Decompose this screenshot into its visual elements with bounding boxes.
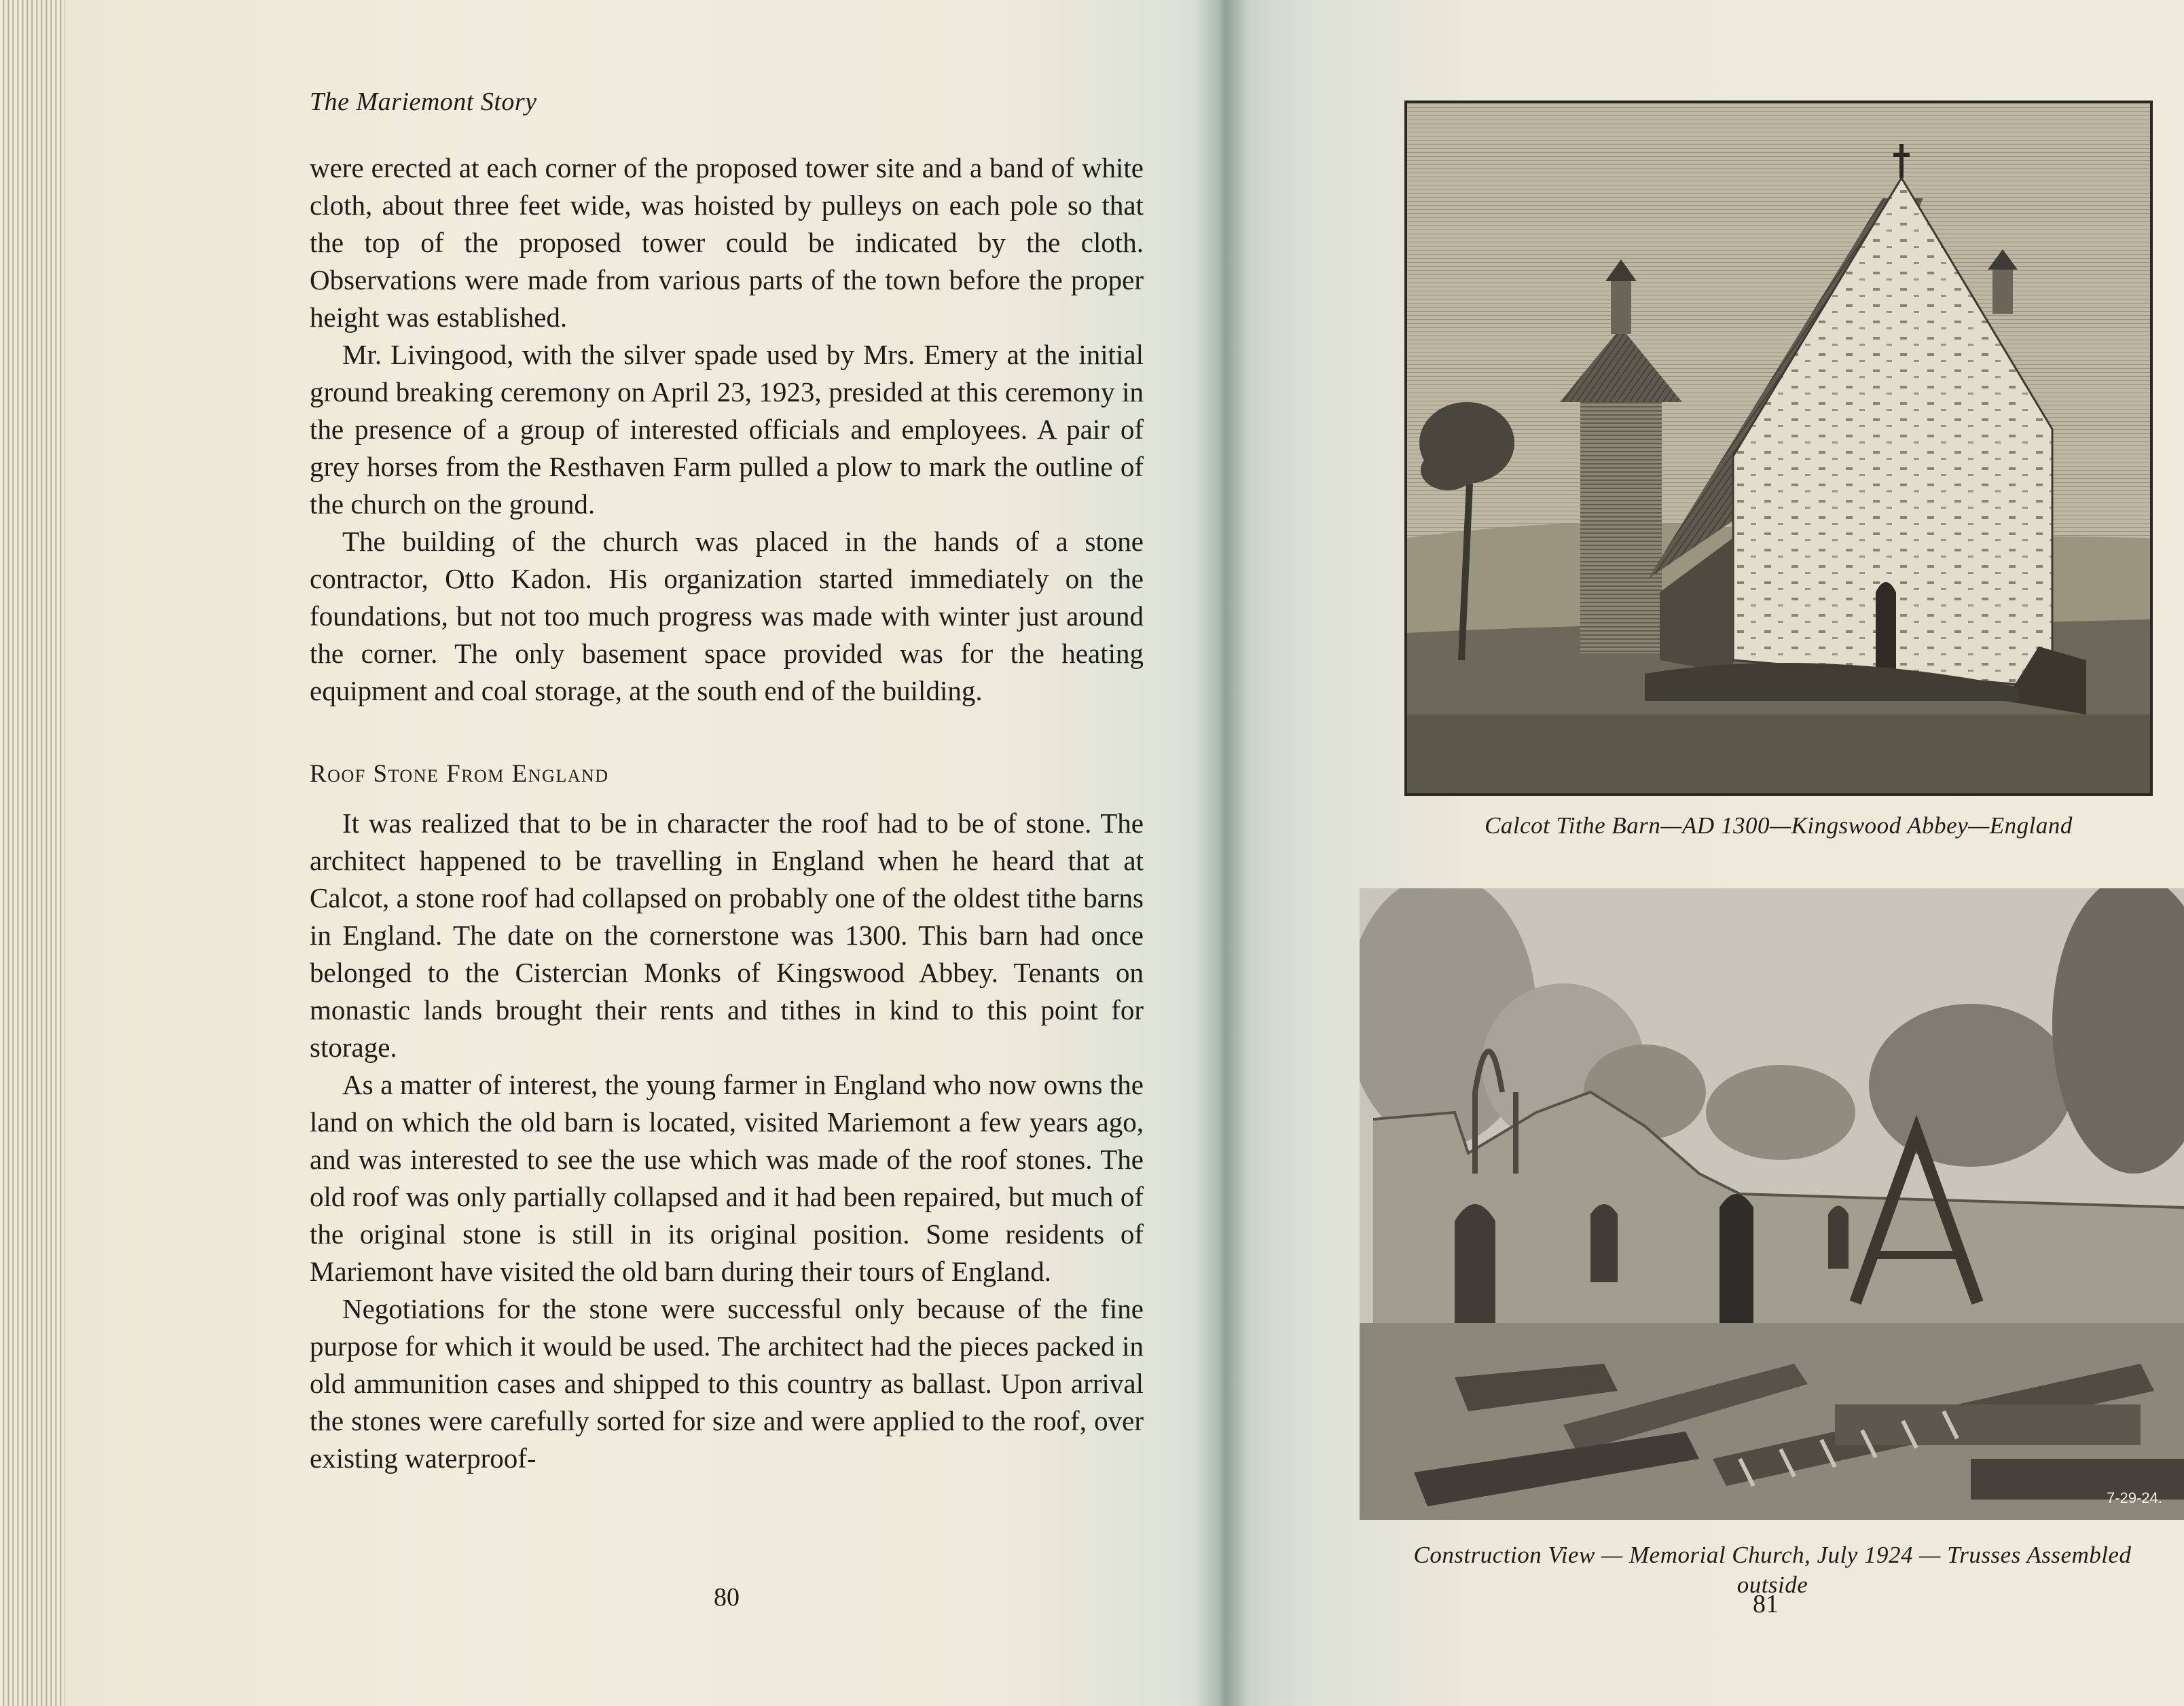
paragraph: Negotiations for the stone were successful only because of the fine purpose for which it would be used. The architect had the pieces packed in old ammunition cases and shipped to this country as ballast. Upon arrival the stones were carefully sorted for size and were applied to the roof, over existing waterproof- xyxy=(310,1293,1144,1474)
page-edges xyxy=(0,0,65,1706)
paragraph: Mr. Livingood, with the silver spade used by Mrs. Emery at the initial ground breaking ceremony on April 23, 1923, presided at this ceremony in the presence of a group of interested officials and employees. A pair of grey horses from the Resthaven Farm pulled a plow to mark the outline of the church on the ground. xyxy=(310,339,1144,520)
running-head: The Mariemont Story xyxy=(310,88,537,116)
book-gutter xyxy=(1195,0,1250,1706)
photo-date-stamp: 7-29-24. xyxy=(2107,1489,2162,1506)
page-number-left: 80 xyxy=(714,1583,740,1612)
construction-photo xyxy=(1360,888,2184,1520)
paragraph: As a matter of interest, the young farmer in England who now owns the land on which the old barn is located, visited Mariemont a few years ago, and was interested to see the use which was made of the roof stones. The old roof was only partially collapsed and it had been repaired, but much of the original stone is still in its original position. Some residents of Mariemont have visited the old barn during their tours of England. xyxy=(310,1069,1144,1287)
page-number-right: 81 xyxy=(1753,1590,1779,1618)
paragraph: It was realized that to be in character the roof had to be of stone. The architect happened to be travelling in England when he heard that at Calcot, a stone roof had collapsed on probably one of the oldest tithe barns in England. The date on the cornerstone was 1300. This barn had once belonged to the Cistercian Monks of Kingswood Abbey. Tenants on monastic lands brought their rents and tithes in kind to this point for storage. xyxy=(310,807,1144,1063)
figure-caption: Calcot Tithe Barn—AD 1300—Kingswood Abbey—England xyxy=(1485,812,2073,839)
paragraph: were erected at each corner of the proposed tower site and a band of white cloth, about three feet wide, was hoisted by pulleys on each pole so that the top of the proposed tower could be indicated by the cloth. Observations were made from various parts of the town before the proper height was established. xyxy=(310,152,1144,333)
caption-line: Construction View — Memorial Church, July 1924 — Trusses Assembled xyxy=(1413,1542,2132,1568)
paragraph: The building of the church was placed in the hands of a stone contractor, Otto Kadon. His organization started immediately on the foundations, but not too much progress was made with winter just around the corner. The only basement space provided was for the heating equipment and coal storage, at the south end of the building. xyxy=(310,526,1144,706)
tithe-barn-engraving xyxy=(1404,101,2153,796)
left-body-text xyxy=(310,149,1144,1477)
section-heading: Roof Stone From England xyxy=(310,760,609,788)
caption-line: outside xyxy=(1736,1572,1808,1598)
